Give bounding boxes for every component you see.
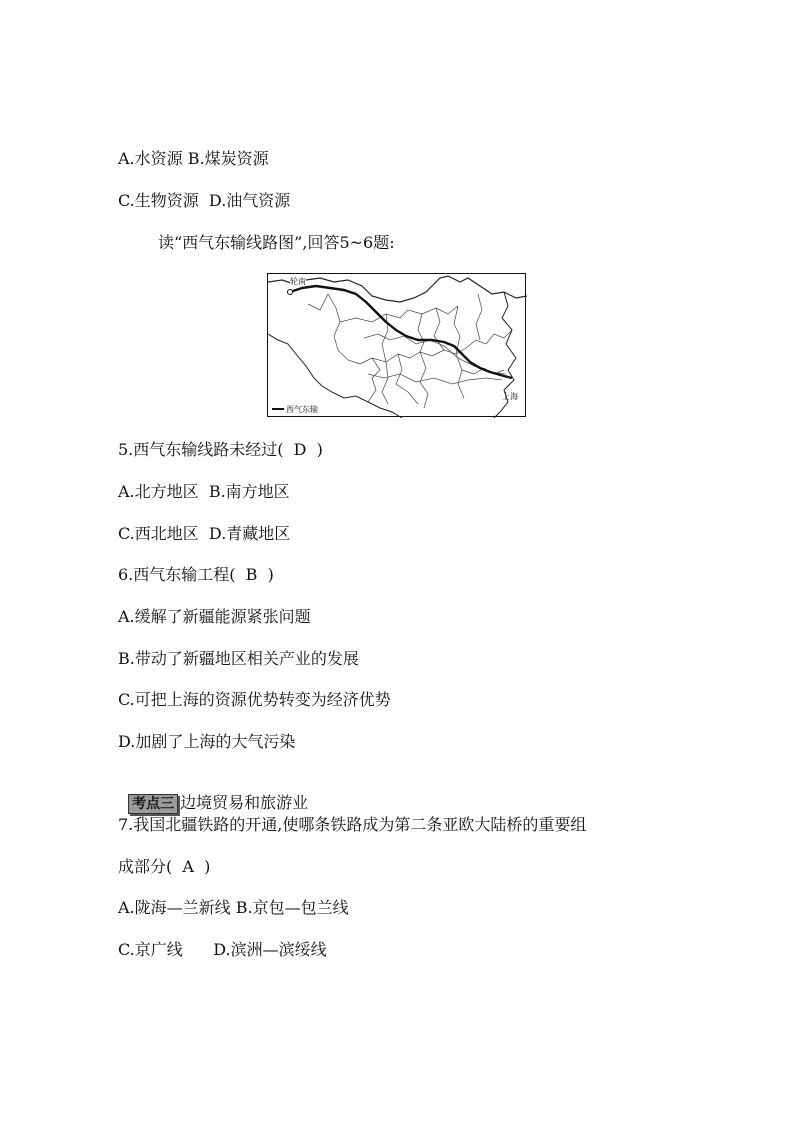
instruction-text: 读“西气东输线路图”,回答5~6题: — [158, 233, 395, 252]
section-title: 边境贸易和旅游业 — [180, 793, 309, 812]
option-line: A.陇海—兰新线 B.京包—包兰线 — [118, 898, 349, 917]
option-line: A.水资源 B.煤炭资源 — [118, 149, 269, 168]
option-line: A.缓解了新疆能源紧张问题 — [118, 607, 311, 626]
question-7: 7.我国北疆铁路的开通,使哪条铁路成为第二条亚欧大陆桥的重要组 — [118, 815, 587, 834]
map-legend-label: 西气东输 — [286, 405, 318, 414]
question-6: 6.西气东输工程( B ) — [118, 565, 274, 584]
question-5: 5.西气东输线路未经过( D ) — [118, 440, 323, 459]
option-line: D.加剧了上海的大气污染 — [118, 732, 296, 751]
west-east-gas-pipeline-map — [267, 273, 526, 417]
option-line: A.北方地区 B.南方地区 — [118, 482, 290, 501]
option-line: C.京广线 D.滨洲—滨绥线 — [118, 940, 327, 959]
section-heading — [118, 773, 308, 814]
option-line: C.西北地区 D.青藏地区 — [118, 524, 291, 543]
option-line: B.带动了新疆地区相关产业的发展 — [118, 649, 359, 668]
section-badge: 考点三 — [128, 794, 178, 814]
option-line: C.生物资源 D.油气资源 — [118, 191, 291, 210]
map-label-shanghai: 上海 — [502, 392, 518, 401]
map-label-lunnan: 轮南 — [290, 277, 306, 286]
question-7-cont: 成部分( A ) — [118, 857, 211, 876]
map-drawing — [268, 274, 527, 418]
option-line: C.可把上海的资源优势转变为经济优势 — [118, 690, 391, 709]
